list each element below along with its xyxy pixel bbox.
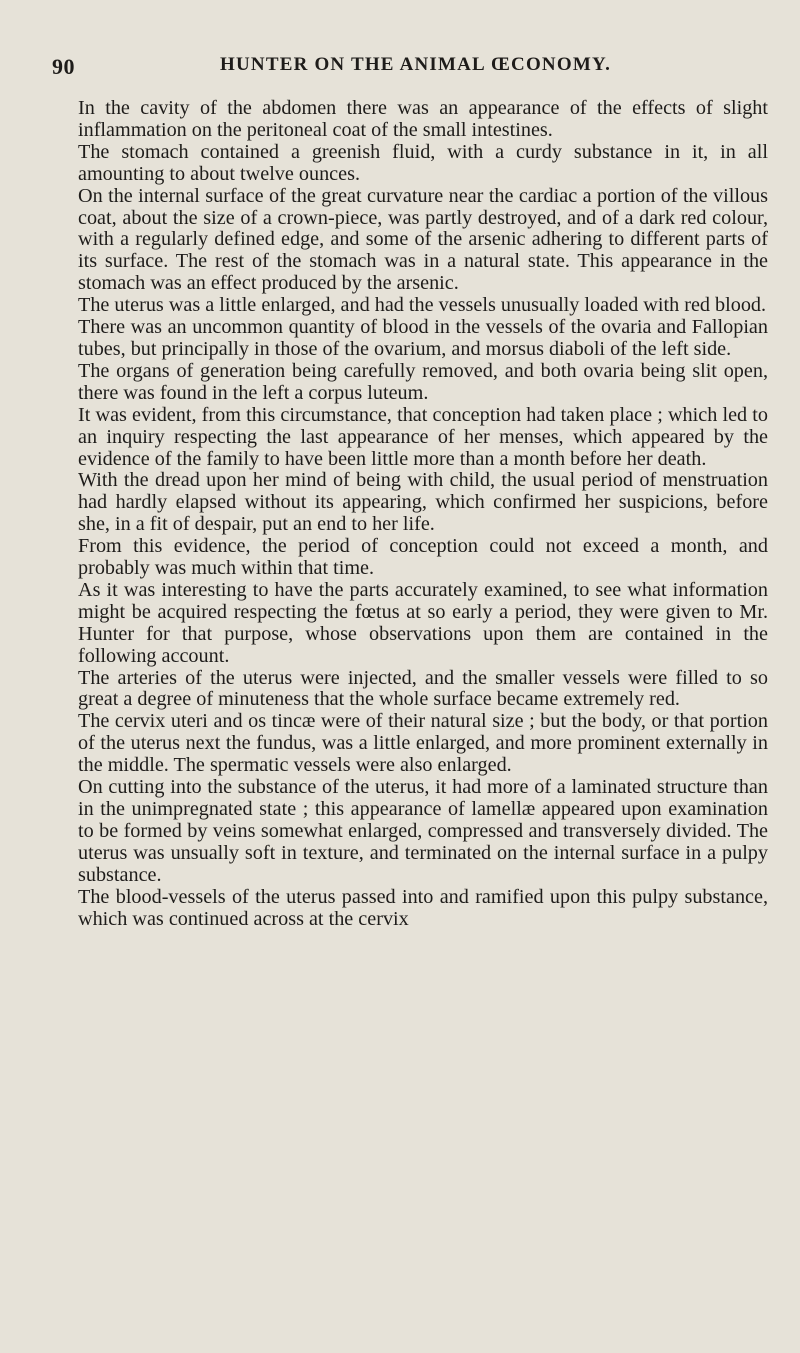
paragraph: The arteries of the uterus were injected, and the smaller vessels were filled to so great a degree of minuteness that the whole surface became extremely red. (78, 666, 768, 711)
running-title: HUNTER ON THE ANIMAL ŒCONOMY. (220, 54, 612, 75)
paragraph: As it was interesting to have the parts accurately examined, to see what information might be acquired respecting the fœtus at so early a period, they were given to Mr. Hunter for that purpose, whose observations upon them are contained in the following account. (78, 578, 768, 667)
paragraph: The blood-vessels of the uterus passed into and ramified upon this pulpy substance, which was continued across at the cervix (78, 885, 768, 930)
paragraph: There was an uncommon quantity of blood in the vessels of the ovaria and Fallopian tubes, but principally in those of the ovarium, and morsus diaboli of the left side. (78, 316, 768, 360)
running-head (52, 54, 752, 84)
paragraph: On the internal surface of the great curvature near the cardiac a portion of the villous coat, about the size of a crown-piece, was partly destroyed, and of a dark red colour, with a regularly defined edge, and some of the arsenic adhering to different parts of its surface. The rest of the stomach was in a natural state. This appearance in the stomach was an effect produced by the arsenic. (78, 184, 768, 295)
paragraph: The cervix uteri and os tincæ were of their natural size ; but the body, or that portion of the uterus next the fundus, was a little enlarged, and more prominent externally in the middle. The spermatic vessels were also enlarged. (78, 710, 768, 777)
paragraph: From this evidence, the period of conception could not exceed a month, and probably was much within that time. (78, 535, 768, 580)
page-number: 90 (52, 54, 75, 79)
paragraph: The stomach contained a greenish fluid, with a curdy substance in it, in all amounting to about twelve ounces. (78, 140, 768, 185)
paragraph: In the cavity of the abdomen there was an appearance of the effects of slight inflammation on the peritoneal coat of the small intestines. (78, 97, 768, 141)
paragraph: It was evident, from this circumstance, that conception had taken place ; which led to an inquiry respecting the last appearance of her menses, which appeared by the evidence of the family to have been little more than a month before her death. (78, 403, 768, 470)
body-text (78, 98, 768, 930)
paragraph: On cutting into the substance of the uterus, it had more of a laminated structure than in the unimpregnated state ; this appearance of lamellæ appeared upon examination to be formed by veins somewhat enlarged, compressed and transversely divided. The uterus was unsually soft in texture, and terminated on the internal surface in a pulpy substance. (78, 776, 768, 886)
paragraph: The uterus was a little enlarged, and had the vessels unusually loaded with red blood. (78, 294, 767, 317)
paragraph: With the dread upon her mind of being with child, the usual period of menstruation had hardly elapsed without its appearing, which confirmed her suspicions, before she, in a fit of despair, put an end to her life. (78, 469, 768, 536)
paragraph: The organs of generation being carefully removed, and both ovaria being slit open, there was found in the left a corpus luteum. (78, 359, 768, 404)
